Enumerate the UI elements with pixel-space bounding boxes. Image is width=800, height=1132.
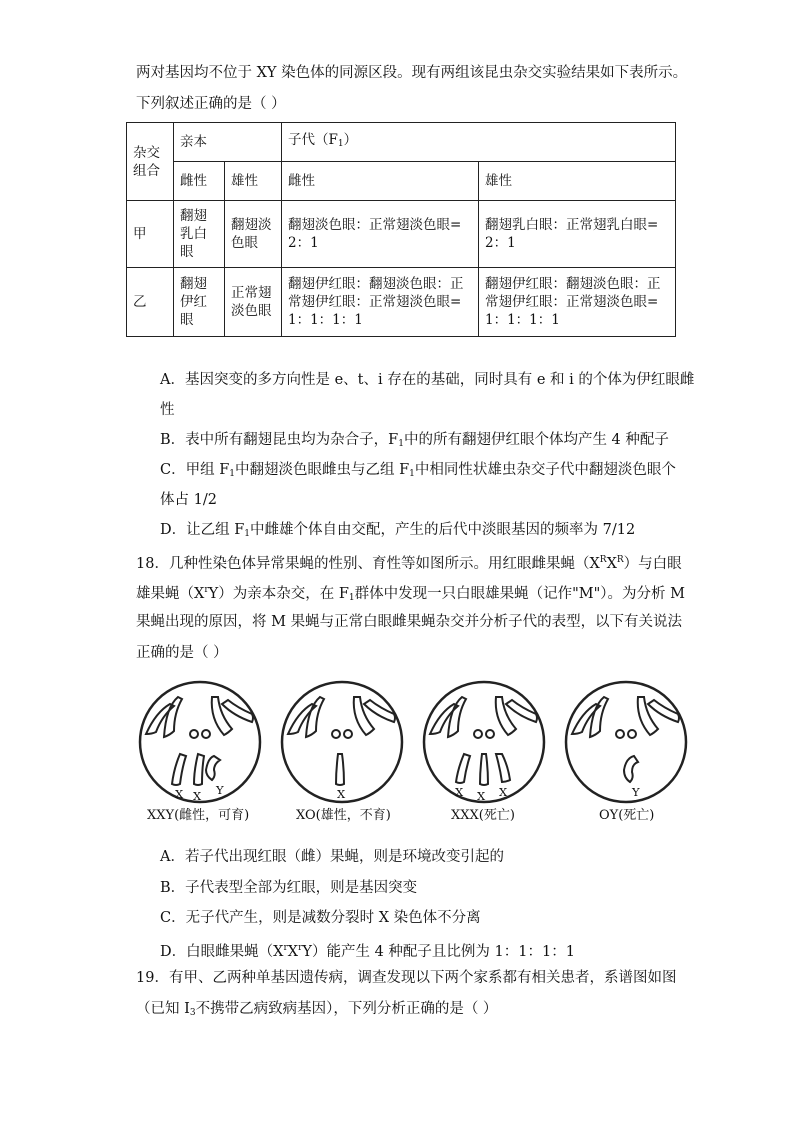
offspring-female-header: 雌性 xyxy=(282,162,479,201)
intro-line-2: 下列叙述正确的是（ ） xyxy=(136,96,286,112)
dot-chromosome xyxy=(486,730,494,738)
q17-option-b-sub: 1 xyxy=(398,439,404,449)
q17-option-c-text: C．甲组 F xyxy=(160,462,230,478)
q18-option-d xyxy=(160,938,575,962)
intro-line-1: 两对基因均不位于 XY 染色体的同源区段。现有两组该昆虫杂交实验结果如下表所示。 xyxy=(136,65,688,81)
q18-option-c: C．无子代产生，则是减数分裂时 X 染色体不分离 xyxy=(160,910,481,926)
parent-female-cell: 翻翅乳白眼 xyxy=(174,201,225,268)
cell-xxy xyxy=(140,682,260,802)
q17-option-b-tail: 中的所有翻翅伊红眼个体均产生 4 种配子 xyxy=(403,432,669,448)
q18-stem-tail-2: 群体中发现一只白眼雄果蝇（记作"M"）。为分析 M xyxy=(354,586,686,602)
dot-chromosome xyxy=(332,730,340,738)
dot-chromosome xyxy=(190,730,198,738)
cell-xxx xyxy=(424,682,544,802)
q18-stem-line-4: 正确的是（ ） xyxy=(136,645,228,661)
offspring-female-cell: 翻翅伊红眼：翻翅淡色眼：正常翅伊红眼：正常翅淡色眼=1：1：1：1 xyxy=(282,268,479,337)
cell-caption-xxx: XXX(死亡) xyxy=(451,808,515,823)
offspring-male-cell: 翻翅乳白眼：正常翅乳白眼=2：1 xyxy=(479,201,676,268)
parents-header: 亲本 xyxy=(174,123,282,162)
q18-stem-sup-2: R xyxy=(616,555,624,565)
autosome xyxy=(648,700,679,722)
q18-option-d-sup: r xyxy=(283,943,288,953)
offspring-female-cell: 翻翅淡色眼：正常翅淡色眼=2：1 xyxy=(282,201,479,268)
q17-option-c-sub: 1 xyxy=(229,469,235,479)
q18-stem-x: X xyxy=(606,556,617,572)
autosome xyxy=(364,700,395,722)
parent-male-header: 雄性 xyxy=(225,162,282,201)
autosome xyxy=(590,697,608,737)
chromosome-label: X xyxy=(175,787,184,801)
y-chromosome xyxy=(624,756,638,782)
q17-option-d-tail: 中雌雄个体自由交配，产生的后代中淡眼基因的频率为 7/12 xyxy=(250,522,636,538)
cell-membrane xyxy=(566,682,686,802)
q18-stem-tail: ）与白眼 xyxy=(623,556,682,572)
q18-stem-sup-3: r xyxy=(204,585,209,595)
group-cell: 甲 xyxy=(127,201,174,268)
autosome xyxy=(222,700,253,722)
q17-option-c-tail: 中相同性状雄虫杂交子代中翻翅淡色眼个 xyxy=(414,462,676,478)
q19-stem-text: （已知 I xyxy=(136,1001,190,1017)
chromosome-label: X xyxy=(337,787,346,801)
q17-option-c-mid: 中翻翅淡色眼雌虫与乙组 F xyxy=(235,462,410,478)
offspring-male-header: 雄性 xyxy=(479,162,676,201)
dot-chromosome xyxy=(202,730,210,738)
chromosome-label: X xyxy=(477,789,486,803)
dot-chromosome xyxy=(628,730,636,738)
q18-option-a: A．若子代出现红眼（雌）果蝇，则是环境改变引起的 xyxy=(160,849,504,865)
q18-stem-sup: R xyxy=(599,555,607,565)
cell-xo xyxy=(282,682,402,802)
autosome xyxy=(448,697,466,737)
q17-option-a-line-1: A．基因突变的多方向性是 e、t、i 存在的基础，同时具有 e 和 i 的个体为伊红眼雌 xyxy=(160,372,695,388)
q18-option-b: B．子代表型全部为红眼，则是基因突变 xyxy=(160,880,418,896)
q17-option-c-line-2: 体占 1/2 xyxy=(160,492,217,508)
q18-stem-line-3: 果蝇出现的原因，将 M 果蝇与正常白眼雌果蝇杂交并分析子代的表型，以下有关说法 xyxy=(136,614,683,630)
q18-option-d-tail: Y）能产生 4 种配子且比例为 1：1：1：1 xyxy=(302,944,575,960)
group-header-line-1: 杂交 xyxy=(133,144,160,161)
offspring-header-close: ） xyxy=(343,132,358,148)
autosome xyxy=(496,697,516,735)
y-chromosome xyxy=(206,756,220,780)
chromosome-label: Y xyxy=(216,783,224,797)
q17-option-a-line-2: 性 xyxy=(160,402,175,418)
offspring-header-sub: 1 xyxy=(337,139,344,149)
q17-option-b-text: B．表中所有翻翅昆虫均为杂合子，F xyxy=(160,432,399,448)
dot-chromosome xyxy=(344,730,352,738)
q18-option-d-text: D．白眼雌果蝇（X xyxy=(160,944,284,960)
cell-caption-xxy: XXY(雌性，可育) xyxy=(147,808,250,823)
q18-stem-text-2: 雄果蝇（X xyxy=(136,586,205,602)
autosome xyxy=(212,697,232,735)
autosome xyxy=(638,697,658,735)
q19-stem-line-2 xyxy=(136,999,497,1023)
q18-stem-text: 18．几种性染色体异常果蝇的性别、育性等如图所示。用红眼雌果蝇（X xyxy=(136,556,600,572)
q18-option-d-x: X xyxy=(287,944,299,960)
q19-stem-line-1: 19．有甲、乙两种单基因遗传病，调查发现以下两个家系都有相关患者，系谱图如图 xyxy=(136,970,677,986)
autosome xyxy=(306,697,324,737)
parent-male-cell: 正常翅淡色眼 xyxy=(225,268,282,337)
sex-chromosome xyxy=(336,754,344,785)
q18-option-d-sup-2: r xyxy=(298,943,303,953)
cell-caption-xo: XO(雄性，不育) xyxy=(296,808,391,823)
sex-chromosome xyxy=(194,754,204,785)
dot-chromosome xyxy=(616,730,624,738)
autosome xyxy=(164,697,182,737)
chromosome-label: X xyxy=(499,785,508,799)
group-cell: 乙 xyxy=(127,268,174,337)
parent-male-cell: 翻翅淡色眼 xyxy=(225,201,282,268)
group-header-line-2: 组合 xyxy=(133,162,160,179)
q17-option-d-text: D．让乙组 F xyxy=(160,522,245,538)
dot-chromosome xyxy=(474,730,482,738)
chromosome-label: X xyxy=(193,789,202,803)
cell-oy xyxy=(566,682,686,802)
sex-chromosome xyxy=(456,754,470,783)
sex-chromosome xyxy=(172,754,186,785)
q17-option-c-sub-2: 1 xyxy=(409,469,415,479)
q18-stem-sub: 1 xyxy=(348,593,355,603)
q17-option-d-sub: 1 xyxy=(244,529,251,539)
sex-chromosome xyxy=(496,754,510,782)
q19-stem-tail: 不携带乙病致病基因），下列分析正确的是（ ） xyxy=(195,1001,498,1017)
parent-female-header: 雌性 xyxy=(174,162,225,201)
q19-stem-sub: 3 xyxy=(189,1008,196,1018)
chromosome-label: X xyxy=(455,785,464,799)
autosome xyxy=(354,697,374,735)
cell-caption-oy: OY(死亡) xyxy=(599,808,655,823)
autosome xyxy=(506,700,537,722)
q18-stem-mid-2: Y）为亲本杂交，在 F xyxy=(208,586,349,602)
offspring-male-cell: 翻翅伊红眼：翻翅淡色眼：正常翅伊红眼：正常翅淡色眼=1：1：1：1 xyxy=(479,268,676,337)
sex-chromosome xyxy=(480,754,488,785)
chromosome-label: Y xyxy=(632,785,640,799)
offspring-header-text: 子代（F xyxy=(288,132,338,148)
parent-female-cell: 翻翅伊红眼 xyxy=(174,268,225,337)
